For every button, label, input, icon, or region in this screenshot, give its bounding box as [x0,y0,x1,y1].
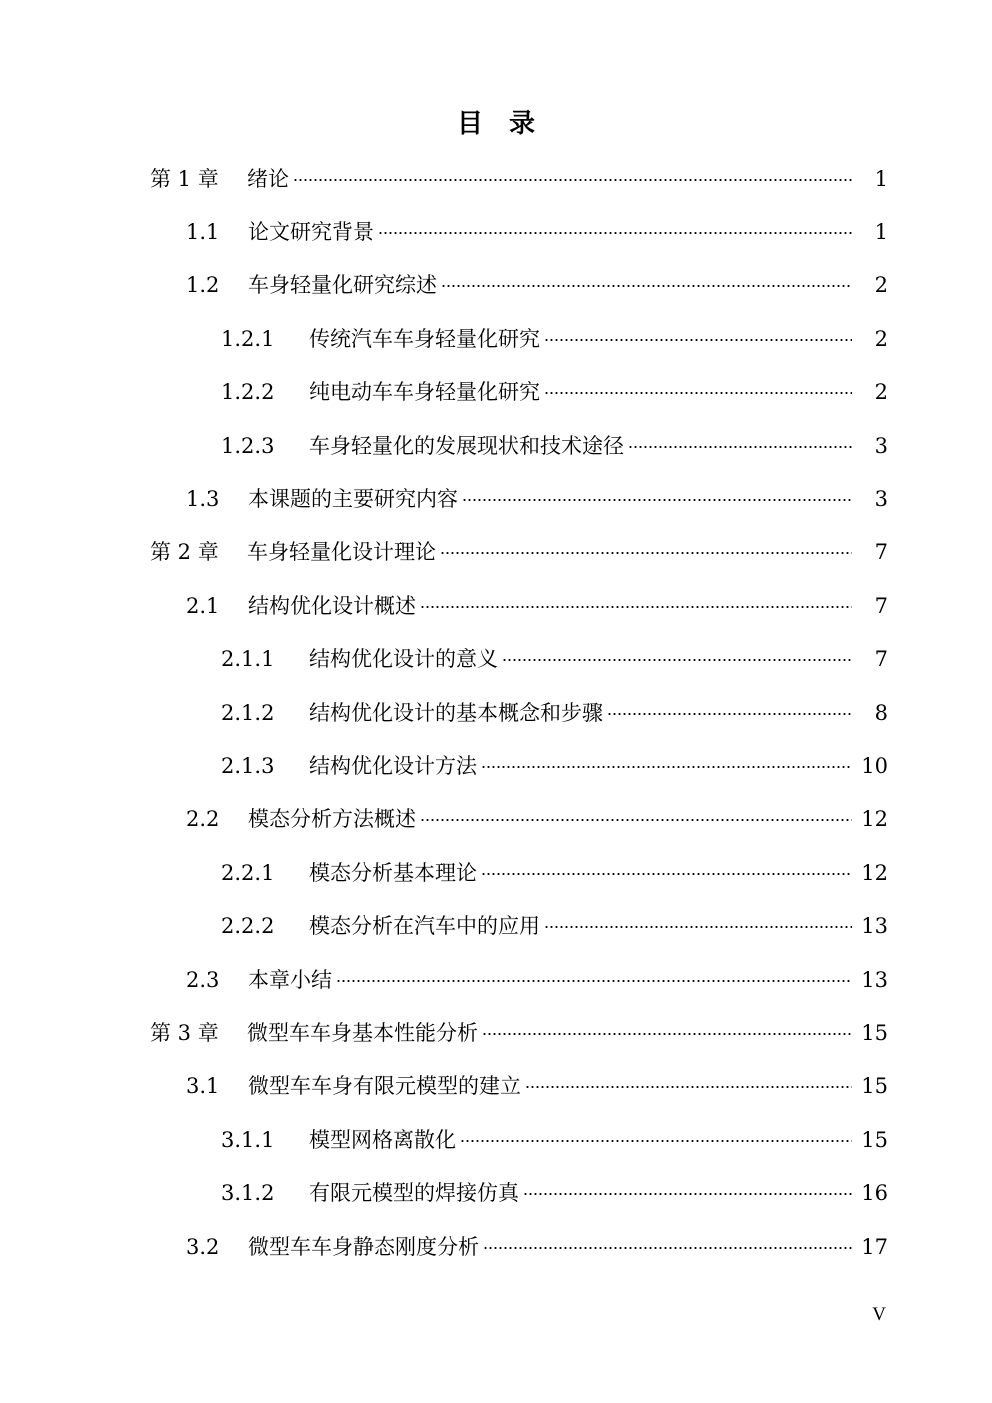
table-of-contents [0,152,992,1273]
dot-leader [502,659,852,661]
toc-entry[interactable] [0,366,992,419]
toc-entry-number: 1.3 [186,487,220,512]
toc-entry[interactable] [0,1006,992,1059]
toc-entry-number: 2.2 [186,807,220,832]
toc-entry-title: 微型车车身静态刚度分析 [248,1234,479,1259]
toc-entry-title: 本章小结 [248,967,332,992]
footer-page-number: V [872,1304,886,1325]
toc-entry[interactable] [0,419,992,472]
dot-leader [420,606,852,608]
toc-entry-number: 第 3 章 [150,1020,219,1045]
dot-leader [544,339,852,341]
toc-entry-number: 2.2.1 [221,860,275,885]
toc-entry[interactable] [0,152,992,205]
toc-entry[interactable] [0,1113,992,1166]
dot-leader [462,499,852,501]
toc-entry[interactable] [0,205,992,258]
toc-entry-number: 3.1.2 [221,1181,275,1206]
toc-entry-page: 10 [861,753,888,778]
dot-leader [482,1033,852,1035]
toc-entry-title: 模态分析在汽车中的应用 [309,914,540,939]
toc-entry-title: 结构优化设计概述 [248,593,416,618]
dot-leader [293,179,852,181]
toc-entry-number: 2.1.1 [221,647,275,672]
dot-leader [544,926,852,928]
dot-leader [525,1086,852,1088]
toc-entry-page: 16 [861,1181,888,1206]
toc-entry-number: 第 1 章 [150,166,219,191]
toc-entry[interactable] [0,259,992,312]
toc-entry-title: 论文研究背景 [248,220,374,245]
toc-entry-number: 3.1.1 [221,1127,275,1152]
toc-entry[interactable] [0,899,992,952]
dot-leader [481,766,852,768]
toc-entry-number: 3.2 [186,1234,220,1259]
toc-entry-number: 1.2.2 [221,380,275,405]
toc-entry-number: 1.1 [186,220,220,245]
toc-entry[interactable] [0,579,992,632]
toc-entry-page: 12 [861,807,888,832]
toc-entry[interactable] [0,846,992,899]
toc-entry-title: 结构优化设计的意义 [309,647,498,672]
toc-entry-title: 有限元模型的焊接仿真 [309,1181,519,1206]
toc-entry-number: 2.1.2 [221,700,275,725]
dot-leader [628,446,852,448]
toc-entry-title: 本课题的主要研究内容 [248,487,458,512]
toc-entry[interactable] [0,686,992,739]
dot-leader [523,1193,852,1195]
toc-entry-title: 模态分析方法概述 [248,807,416,832]
toc-entry-number: 3.1 [186,1074,220,1099]
dot-leader [544,392,852,394]
toc-entry-page: 2 [874,326,888,351]
page-title: 目录 [456,109,561,139]
toc-entry-page: 3 [874,487,888,512]
toc-entry[interactable] [0,953,992,1006]
toc-entry-number: 第 2 章 [150,540,219,565]
dot-leader [481,873,852,875]
toc-entry-title: 车身轻量化研究综述 [248,273,437,298]
toc-entry-page: 15 [861,1074,888,1099]
toc-entry-title: 结构优化设计方法 [309,753,477,778]
toc-entry-page: 1 [874,166,888,191]
toc-entry-title: 车身轻量化的发展现状和技术途径 [309,433,624,458]
toc-entry-page: 3 [874,433,888,458]
toc-entry-page: 1 [874,220,888,245]
toc-entry-number: 1.2.1 [221,326,275,351]
toc-entry-title: 车身轻量化设计理论 [247,540,436,565]
toc-entry-title: 模态分析基本理论 [309,860,477,885]
toc-entry-page: 7 [874,540,888,565]
dot-leader [607,713,852,715]
toc-entry[interactable] [0,739,992,792]
dot-leader [460,1140,852,1142]
dot-leader [378,232,852,234]
toc-entry-page: 17 [861,1234,888,1259]
dot-leader [420,819,852,821]
toc-entry-title: 模型网格离散化 [309,1127,456,1152]
toc-entry[interactable] [0,793,992,846]
toc-entry[interactable] [0,1166,992,1219]
toc-entry-number: 2.1 [186,593,220,618]
toc-entry[interactable] [0,1220,992,1273]
toc-entry-page: 13 [861,967,888,992]
toc-entry-title: 纯电动车车身轻量化研究 [309,380,540,405]
toc-entry-page: 7 [874,647,888,672]
toc-entry-title: 结构优化设计的基本概念和步骤 [309,700,603,725]
toc-entry-title: 绪论 [247,166,289,191]
toc-entry-page: 13 [861,914,888,939]
toc-entry-number: 1.2.3 [221,433,275,458]
toc-entry-page: 2 [874,273,888,298]
toc-entry[interactable] [0,1060,992,1113]
toc-entry-number: 2.3 [186,967,220,992]
toc-entry[interactable] [0,633,992,686]
dot-leader [441,285,852,287]
toc-entry-title: 微型车车身有限元模型的建立 [248,1074,521,1099]
toc-entry[interactable] [0,312,992,365]
dot-leader [483,1247,852,1249]
toc-entry-number: 2.1.3 [221,753,275,778]
toc-entry-page: 15 [861,1127,888,1152]
toc-entry-number: 2.2.2 [221,914,275,939]
toc-entry-page: 7 [874,593,888,618]
toc-entry-title: 微型车车身基本性能分析 [247,1020,478,1045]
toc-entry-page: 12 [861,860,888,885]
toc-entry-page: 8 [874,700,888,725]
toc-entry-title: 传统汽车车身轻量化研究 [309,326,540,351]
toc-entry-number: 1.2 [186,273,220,298]
toc-entry[interactable] [0,526,992,579]
dot-leader [440,552,852,554]
dot-leader [336,980,852,982]
toc-entry-page: 15 [861,1020,888,1045]
toc-entry-page: 2 [874,380,888,405]
toc-entry[interactable] [0,472,992,525]
